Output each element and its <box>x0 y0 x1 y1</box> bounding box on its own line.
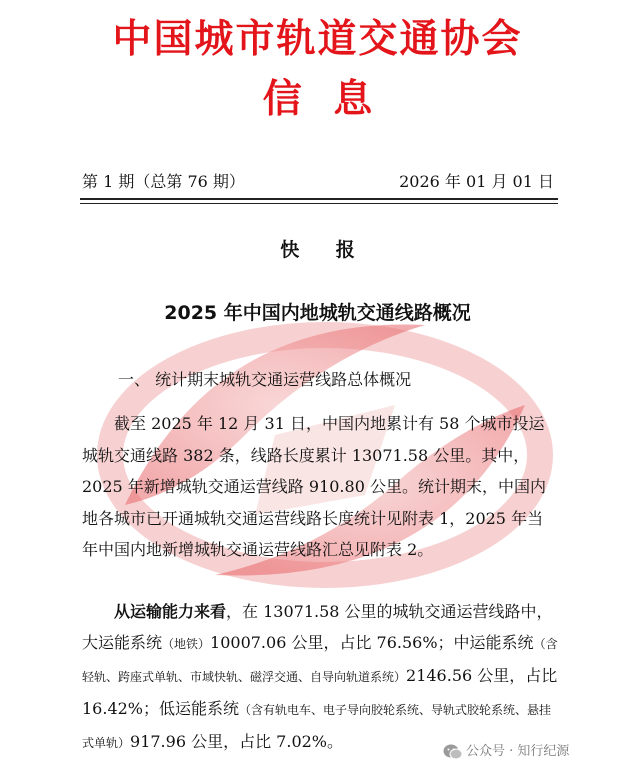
document-type: 信 息 <box>262 77 373 122</box>
issue-number: 第 1 期（总第 76 期） <box>82 172 245 191</box>
capacity-lead: 从运输能力来看 <box>114 602 227 621</box>
account-watermark <box>443 741 569 763</box>
header-divider-thin <box>80 203 558 204</box>
capacity-note-2: （含轻轨、跨座式单轨、市域快轨、磁浮交通、自导向轨道系统） <box>82 637 558 684</box>
wechat-icon <box>443 743 463 761</box>
capacity-text-1: ，在 13071.58 公里的城轨交通运营线路中，大运能系统 <box>82 602 553 652</box>
issue-date: 2026 年 01 月 01 日 <box>399 172 554 191</box>
account-name: 公众号 · 知行纪源 <box>466 744 570 759</box>
overview-paragraph: 截至 2025 年 12 月 31 日，中国内地累计有 58 个城市投运城轨交通线路 382 条，线路长度累计 13071.58 公里。其中，2025 年新增城轨交通运营线路 910.80 公里。统计期末，中国内地各城市已开通城轨交通运营线路长度统计见附表 1，2025 年当年中国内地新增城轨交通运营线路汇总见附表 2。 <box>82 414 546 559</box>
capacity-note-3: （含有轨电车、电子导向胶轮系统、导轨式胶轮系统、悬挂式单轨） <box>82 703 552 750</box>
capacity-text-2: 10007.06 公里，占比 76.56%；中运能系统 <box>210 633 534 652</box>
capacity-text-3: 2146.56 公里，占比 16.42%；低运能系统 <box>82 666 558 718</box>
capacity-paragraph <box>82 596 558 759</box>
capacity-text-4: 917.96 公里，占比 7.02%。 <box>130 732 344 751</box>
header-divider-thick <box>80 198 558 200</box>
document-title: 2025 年中国内地城轨交通线路概况 <box>164 302 471 324</box>
bulletin-label: 快 报 <box>280 239 355 261</box>
organization-name: 中国城市轨道交通协会 <box>112 17 523 62</box>
capacity-note-1: （地铁） <box>162 637 211 651</box>
section-heading: 一、 统计期末城轨交通运营线路总体概况 <box>118 370 412 389</box>
